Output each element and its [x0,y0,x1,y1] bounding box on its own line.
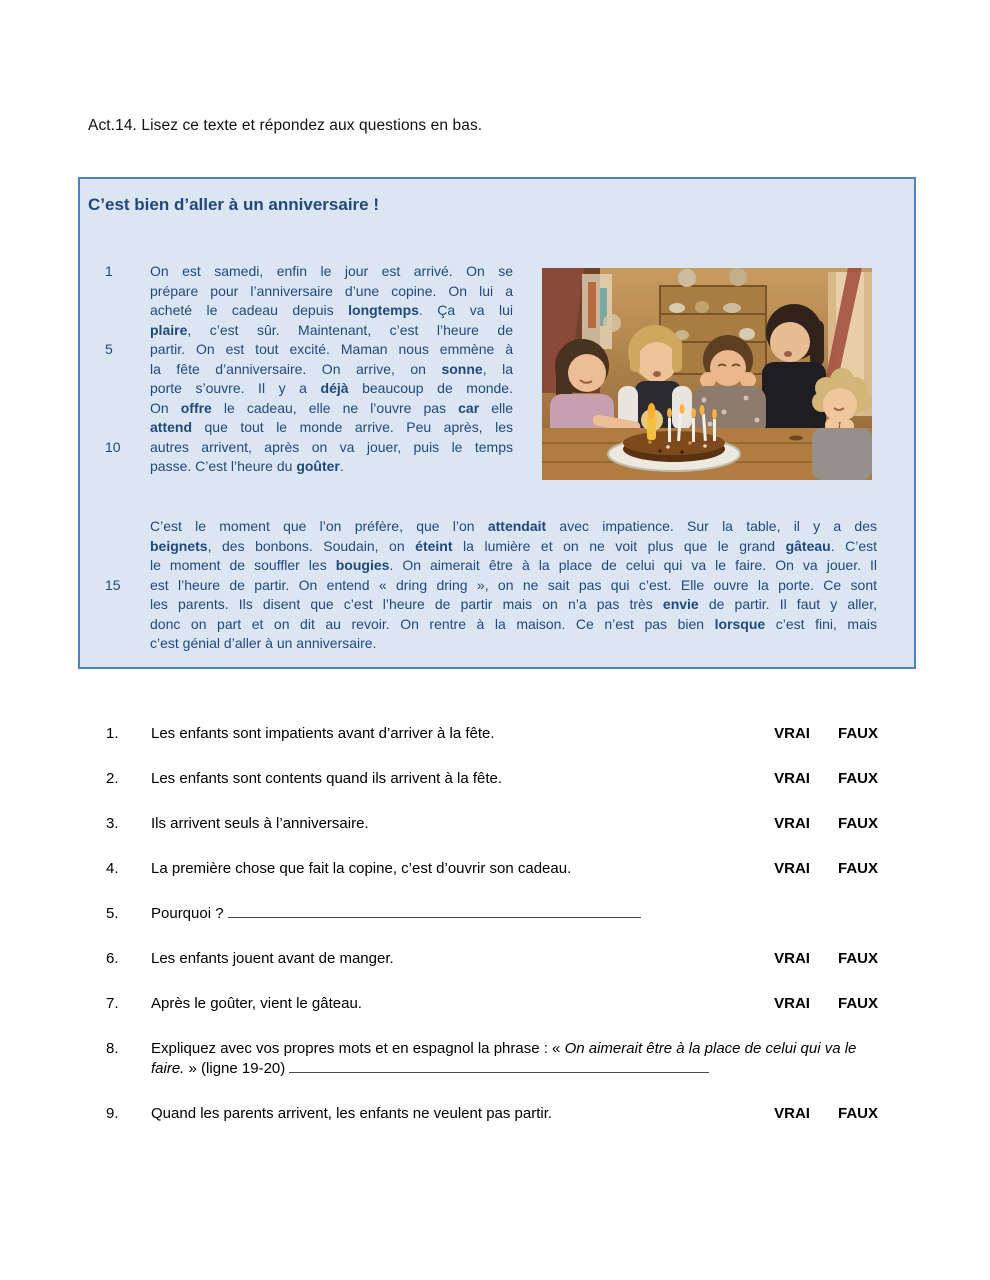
text-line [80,360,516,380]
vrai-option[interactable]: VRAI [774,995,810,1012]
vocabulary-bold-word: attend [150,419,192,435]
line-text [150,379,513,399]
text-run: . [339,458,344,474]
text-run: partir. On est tout excité. Maman nous emmène à [150,341,513,357]
line-number: 5 [105,341,113,357]
line-number [80,517,150,537]
vocabulary-bold-word: déjà [320,380,349,396]
text-line [80,615,880,635]
text-run: La première chose que fait la copine, c’est d’ouvrir son cadeau. [151,860,572,877]
question-row [106,814,878,834]
text-run: les parents. Ils disent que c’est l’heure de partir mais on n’a pas très [150,596,663,612]
question-text [151,1104,764,1124]
paragraph-1 [80,262,516,477]
vrai-option[interactable]: VRAI [774,725,810,742]
question-number: 9. [106,1105,119,1122]
text-run: de partir. Il faut y aller, [698,596,877,612]
text-run: beaucoup de monde. [348,380,513,396]
vrai-faux-options [774,859,878,879]
line-number [80,537,150,557]
text-run: Pourquoi ? [151,905,228,922]
text-run: passe. C’est l’heure du [150,458,297,474]
line-number: 15 [105,576,121,593]
text-line [80,321,516,341]
line-text [150,537,877,557]
text-run: , la [482,360,513,377]
text-run: autres arrivent, après on va jouer, puis le temps [150,438,513,455]
text-run: Les enfants sont impatients avant d’arriver à la fête. [151,725,495,742]
text-run: . On aimerait être à la place de celui qui va le faire. On va jouer. Il [389,557,878,573]
question-text [151,904,878,924]
vrai-faux-options [774,724,878,744]
vrai-option[interactable]: VRAI [774,950,810,967]
vrai-faux-options [774,814,878,834]
line-text [150,399,513,419]
text-run: Après le goûter, vient le gâteau. [151,995,362,1012]
faux-option[interactable]: FAUX [837,1105,878,1122]
line-text [150,556,877,576]
question-text [151,814,764,834]
text-run: que tout le monde arrive. Peu après, les [192,419,513,435]
line-number [80,360,150,380]
vocabulary-bold-word: envie [662,596,699,612]
text-run: c’est fini, mais [765,615,877,632]
vocabulary-bold-word: bougies [335,557,390,573]
vrai-faux-options [774,769,878,789]
line-text [150,282,513,302]
line-text [150,595,877,615]
vocabulary-bold-word: lorsque [714,615,766,632]
text-run: est l’heure de partir. On entend « dring dring », on ne sait pas qui c’est. Elle ouvre la porte. Ce sont [150,576,877,593]
question-number: 8. [106,1040,119,1057]
question-number: 4. [106,860,119,877]
line-number [80,379,150,399]
faux-option[interactable]: FAUX [837,995,878,1012]
text-line [80,399,516,419]
question-number: 6. [106,950,119,967]
text-run: On [150,399,181,416]
activity-instruction: Act.14. Lisez ce texte et répondez aux questions en bas. [88,117,483,134]
reading-box [78,177,916,669]
birthday-party-photo [542,268,872,480]
question-text [151,859,764,879]
text-run: Les enfants jouent avant de manger. [151,950,394,967]
line-text [150,457,513,477]
question-number: 3. [106,815,119,832]
birthday-party-illustration [542,268,872,480]
faux-option[interactable]: FAUX [837,770,878,787]
question-row [106,769,878,789]
text-line [80,282,516,302]
text-run: le moment de souffler les [150,557,336,573]
answer-blank[interactable] [289,1059,709,1073]
text-line [80,301,516,321]
text-run: C’est le moment que l’on préfère, que l’on [150,518,488,534]
line-text [150,634,877,654]
line-text [150,340,513,360]
line-text [150,301,513,321]
text-run: la lumière et on ne voit plus que le grand [452,537,786,554]
text-line [80,438,516,458]
line-number: 1 [105,263,113,279]
text-run: Expliquez avec vos propres mots et en espagnol la phrase : « [151,1040,565,1057]
question-row [106,724,878,744]
line-number [80,595,150,615]
question-number: 1. [106,725,119,742]
vocabulary-bold-word: sonne [441,360,483,377]
text-line [80,517,880,537]
line-number [80,556,150,576]
question-number: 7. [106,995,119,1012]
line-number [80,457,150,477]
line-text [150,517,877,537]
faux-option[interactable]: FAUX [837,950,878,967]
line-number [80,399,150,419]
text-line [80,556,880,576]
text-line [80,262,516,282]
text-run: elle [479,399,514,416]
text-line [80,634,880,654]
text-line [80,595,880,615]
paragraph-2 [80,517,880,654]
text-line [80,340,516,360]
text-line [80,576,880,596]
vrai-option[interactable]: VRAI [774,770,810,787]
question-text [151,994,764,1014]
faux-option[interactable]: FAUX [837,815,878,832]
vrai-option[interactable]: VRAI [774,1105,810,1122]
text-run: . Ça va lui [418,302,513,318]
line-text [150,576,877,596]
text-run: » (ligne 19-20) [184,1060,290,1077]
line-text [150,615,877,635]
text-run: porte s’ouvre. Il y a [150,380,321,396]
question-text [151,769,764,789]
text-run: Ils arrivent seuls à l’anniversaire. [151,815,369,832]
text-run: acheté le cadeau depuis [150,302,349,318]
question-text [151,949,764,969]
line-number [80,301,150,321]
text-run: On est samedi, enfin le jour est arrivé. On se [150,263,513,279]
vocabulary-bold-word: plaire [150,321,188,338]
vocabulary-bold-word: éteint [415,537,453,554]
vocabulary-bold-word: car [458,399,480,416]
faux-option[interactable]: FAUX [837,860,878,877]
text-run: prépare pour l’anniversaire d’une copine. On lui a [150,282,513,299]
vrai-option[interactable]: VRAI [774,860,810,877]
question-number: 5. [106,905,119,922]
question-row [106,1104,878,1124]
reading-title: C’est bien d’aller à un anniversaire ! [88,195,379,214]
vocabulary-bold-word: beignets [150,537,208,554]
line-number [80,418,150,438]
line-number: 10 [105,438,121,455]
text-run: , c’est sûr. Maintenant, c’est l’heure de [187,321,513,338]
question-text [151,1039,878,1079]
line-number [80,615,150,635]
line-number [80,282,150,302]
question-row [106,904,878,924]
vocabulary-bold-word: attendait [487,518,547,534]
text-line [80,457,516,477]
text-run: la fête d’anniversaire. On arrive, on [150,360,442,377]
line-text [150,262,513,282]
text-run: Quand les parents arrivent, les enfants ne veulent pas partir. [151,1105,553,1122]
question-row [106,1039,878,1079]
line-number [80,634,150,654]
text-run: avec impatience. Sur la table, il y a des [546,518,877,534]
vocabulary-bold-word: longtemps [348,302,419,318]
line-text [150,438,513,458]
faux-option[interactable]: FAUX [837,725,878,742]
line-text [150,321,513,341]
questions-list [106,724,878,1149]
vocabulary-bold-word: goûter [296,458,340,474]
text-line [80,418,516,438]
vrai-option[interactable]: VRAI [774,815,810,832]
vrai-faux-options [774,1104,878,1124]
text-run: , des bonbons. Soudain, on [207,537,416,554]
quoted-phrase: On aimerait être à la place de celui qui va le faire. [151,1040,857,1077]
question-row [106,859,878,879]
question-row [106,994,878,1014]
line-number [80,321,150,341]
answer-blank[interactable] [228,904,641,918]
vrai-faux-options [774,949,878,969]
text-line [80,379,516,399]
vrai-faux-options [774,994,878,1014]
question-row [106,949,878,969]
text-run: Les enfants sont contents quand ils arrivent à la fête. [151,770,503,787]
vocabulary-bold-word: offre [180,399,212,416]
text-run: le cadeau, elle ne l’ouvre pas [211,399,459,416]
text-line [80,537,880,557]
text-run: . C’est [830,537,878,554]
text-run: c’est génial d’aller à un anniversaire. [150,635,377,651]
line-text [150,360,513,380]
question-number: 2. [106,770,119,787]
vocabulary-bold-word: gâteau [785,537,831,554]
line-text [150,418,513,438]
text-run: donc on part et on dit au revoir. On rentre à la maison. Ce n’est pas bien [150,615,715,632]
question-text [151,724,764,744]
